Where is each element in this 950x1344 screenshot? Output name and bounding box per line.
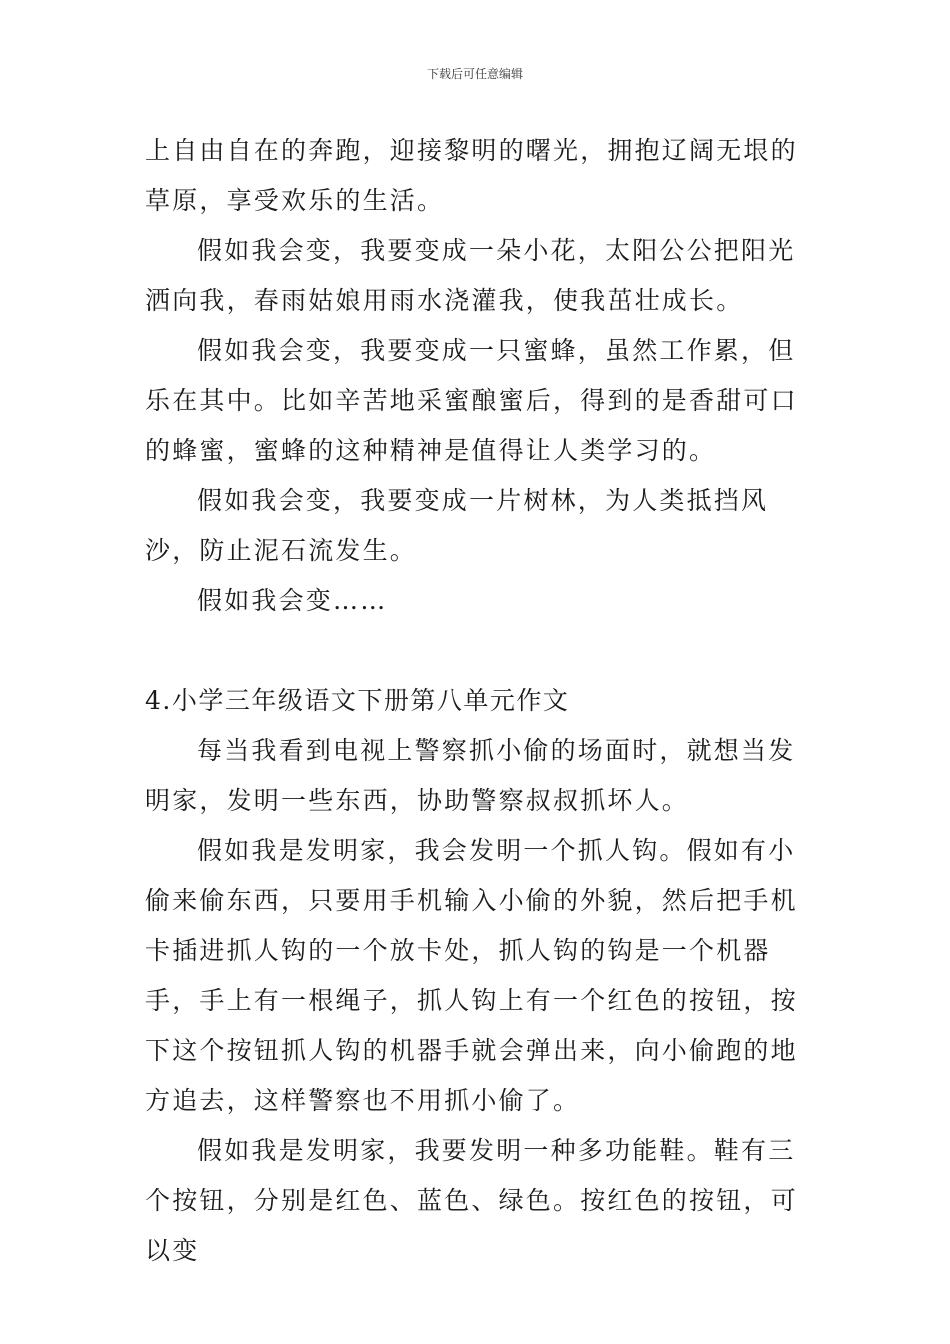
paragraph-5: 假如我会变…… <box>197 586 388 615</box>
paragraph-1: 上自由自在的奔跑，迎接黎明的曙光，拥抱辽阔无垠的草原，享受欢乐的生活。 <box>145 136 798 215</box>
paragraph-3: 假如我会变，我要变成一只蜜蜂，虽然工作累，但乐在其中。比如辛苦地采蜜酿蜜后，得到的是香甜可口的蜂蜜，蜜蜂的这种精神是值得让人类学习的。 <box>145 336 798 465</box>
section-title: 4.小学三年级语文下册第八单元作文 <box>145 686 570 715</box>
paragraph-7: 假如我是发明家，我会发明一个抓人钩。假如有小偷来偷东西，只要用手机输入小偷的外貌，然后把手机卡插进抓人钩的一个放卡处，抓人钩的钩是一个机器手，手上有一根绳子，抓人钩上有一个红色的按钮，按下这个按钮抓人钩的机器手就会弹出来，向小偷跑的地方追去，这样警察也不用抓小偷了。 <box>145 836 798 1115</box>
paragraph-8: 假如我是发明家，我要发明一种多功能鞋。鞋有三个按钮，分别是红色、蓝色、绿色。按红色的按钮，可以变 <box>145 1136 798 1265</box>
document-body <box>145 126 810 1276</box>
paragraph-4: 假如我会变，我要变成一片树林，为人类抵挡风沙，防止泥石流发生。 <box>145 486 769 565</box>
paragraph-2: 假如我会变，我要变成一朵小花，太阳公公把阳光洒向我，春雨姑娘用雨水浇灌我，使我茁壮成长。 <box>145 236 796 315</box>
page-header-note: 下载后可任意编辑 <box>426 67 523 81</box>
paragraph-6: 每当我看到电视上警察抓小偷的场面时，就想当发明家，发明一些东西，协助警察叔叔抓坏人。 <box>145 736 796 815</box>
